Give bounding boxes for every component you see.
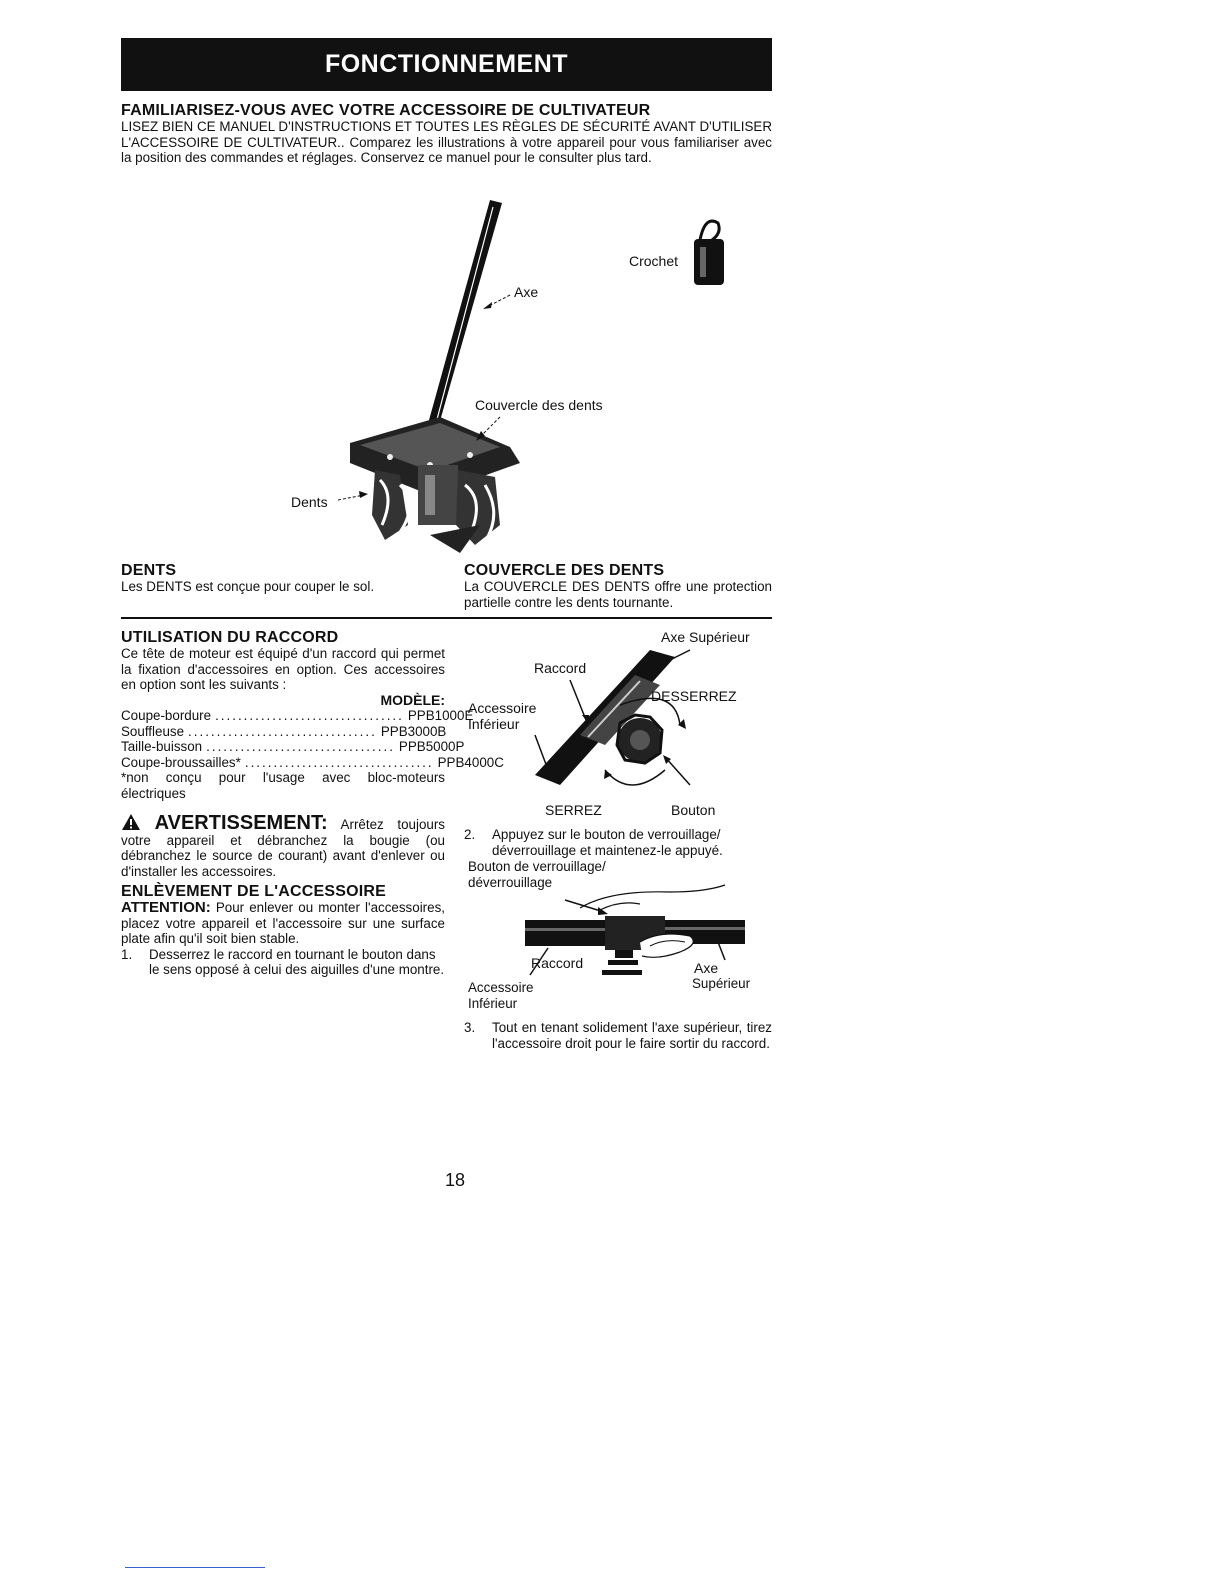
label-axe-2: Axe — [694, 960, 719, 976]
label-dents: Dents — [291, 494, 328, 510]
step-3-block — [464, 1020, 772, 1051]
label-serrez: SERREZ — [545, 802, 602, 818]
couvercle-text: La COUVERCLE DES DENTS offre une protection partielle contre les dents tournante. — [464, 579, 772, 610]
intro-heading: FAMILIARISEZ-VOUS AVEC VOTRE ACCESSOIRE DE CULTIVATEUR — [121, 102, 651, 119]
list-item — [464, 1020, 772, 1051]
step-text: Tout en tenant solidement l'axe supérieur, tirez l'accessoire droit pour le faire sortir du raccord. — [492, 1020, 772, 1051]
label-inferieur-2: Inférieur — [468, 995, 518, 1011]
section-title: FONCTIONNEMENT — [324, 50, 569, 78]
raccord-heading: UTILISATION DU RACCORD — [121, 629, 339, 646]
label-raccord-2: Raccord — [531, 955, 584, 971]
step-text: Desserrez le raccord en tournant le bouton dans le sens opposé à celui des aiguilles d'une montre. — [149, 946, 445, 977]
couvercle-heading: COUVERCLE DES DENTS — [464, 562, 665, 579]
model-code: PPB1000E — [407, 708, 474, 723]
label-superieur-2: Supérieur — [692, 976, 751, 991]
dents-section — [121, 562, 441, 595]
footer-rule — [125, 1567, 265, 1568]
label-desserrez: DESSERREZ — [651, 688, 737, 704]
warning-text: Arrêtez toujours votre appareil et débranchez la bougie (ou débranchez le source de courant) avant d'enlever ou d'installer les accessoires. — [121, 817, 445, 879]
attention-label: ATTENTION: — [121, 899, 211, 916]
model-row: Taille-buisson ................................. PPB5000P — [121, 739, 465, 754]
steps-list-right-2 — [464, 1020, 772, 1051]
model-name: Taille-buisson — [121, 739, 203, 754]
list-item — [121, 947, 445, 978]
label-bouton: Bouton — [671, 802, 716, 818]
step-number: 1. — [121, 946, 133, 962]
label-crochet: Crochet — [629, 253, 679, 269]
label-axe-sup: Axe Supérieur — [661, 629, 750, 645]
section-banner — [121, 38, 772, 91]
step-2-block — [464, 827, 772, 858]
label-accessoire-inferieur — [468, 700, 536, 732]
label-inferieur: Inférieur — [468, 716, 520, 732]
removal-heading: ENLÈVEMENT DE L'ACCESSOIRE — [121, 883, 387, 900]
model-row: Coupe-bordure ................................. PPB1000E — [121, 708, 474, 723]
dents-heading: DENTS — [121, 562, 177, 579]
step-number: 3. — [464, 1020, 476, 1035]
step-text: Appuyez sur le bouton de verrouillage/ déverrouillage et maintenez-le appuyé. — [492, 827, 723, 858]
model-header: MODÈLE: — [380, 691, 445, 708]
model-name: Souffleuse — [121, 723, 185, 739]
intro-text: LISEZ BIEN CE MANUEL D'INSTRUCTIONS ET TOUTES LES RÈGLES DE SÉCURITÉ AVANT D'UTILISER L'ACCESSOIRE DE CULTIVATEUR.. Comparez les illustrations à votre appareil pour vous familiariser avec la position des commandes et réglages. Conservez ce manuel pour le consulter plus tard. — [121, 119, 772, 165]
model-code: PPB3000B — [380, 723, 447, 739]
label-accessoire-inferieur-2 — [468, 980, 534, 1011]
steps-list-left — [121, 947, 445, 978]
attention-block — [121, 900, 445, 947]
cultivator-illustration — [280, 195, 740, 565]
model-name: Coupe-bordure — [121, 708, 212, 723]
section-divider — [121, 617, 772, 619]
steps-list-right — [464, 827, 772, 858]
label-raccord: Raccord — [534, 660, 587, 676]
page-number: 18 — [444, 1170, 466, 1190]
raccord-text: Ce tête de moteur est équipé d'un raccord qui permet la fixation d'accessoires en option. Ces accessoires en option sont les suivants : — [121, 646, 445, 692]
warning-block — [121, 813, 445, 879]
dents-text: Les DENTS est conçue pour couper le sol. — [121, 579, 375, 594]
couvercle-section — [464, 562, 772, 610]
model-code: PPB4000C — [437, 754, 504, 770]
label-bouton-line1: Bouton de verrouillage/ — [468, 859, 606, 874]
model-name: Coupe-broussailles* — [121, 754, 241, 770]
label-bouton-line2: déverrouillage — [468, 874, 553, 890]
label-couvercle: Couvercle des dents — [475, 397, 603, 413]
model-row: Souffleuse ................................. PPB3000B — [121, 723, 447, 739]
model-row: Coupe-broussailles* ................................. PPB4000C — [121, 754, 504, 770]
list-item — [464, 827, 772, 858]
warning-triangle-icon — [121, 813, 141, 831]
models-footnote: *non conçu pour l'usage avec bloc-moteurs électriques — [121, 770, 445, 801]
step-number: 2. — [464, 827, 476, 842]
label-accessoire: Accessoire — [468, 700, 537, 716]
intro-section — [121, 102, 772, 166]
warning-title: AVERTISSEMENT: — [154, 812, 328, 834]
model-code: PPB5000P — [398, 739, 465, 754]
attention-text: Pour enlever ou monter l'accessoires, placez votre appareil et l'accessoire sur une surface plate afin qu'il soit bien stable. — [121, 900, 445, 946]
label-axe: Axe — [514, 284, 539, 300]
label-accessoire-2: Accessoire — [468, 980, 534, 995]
